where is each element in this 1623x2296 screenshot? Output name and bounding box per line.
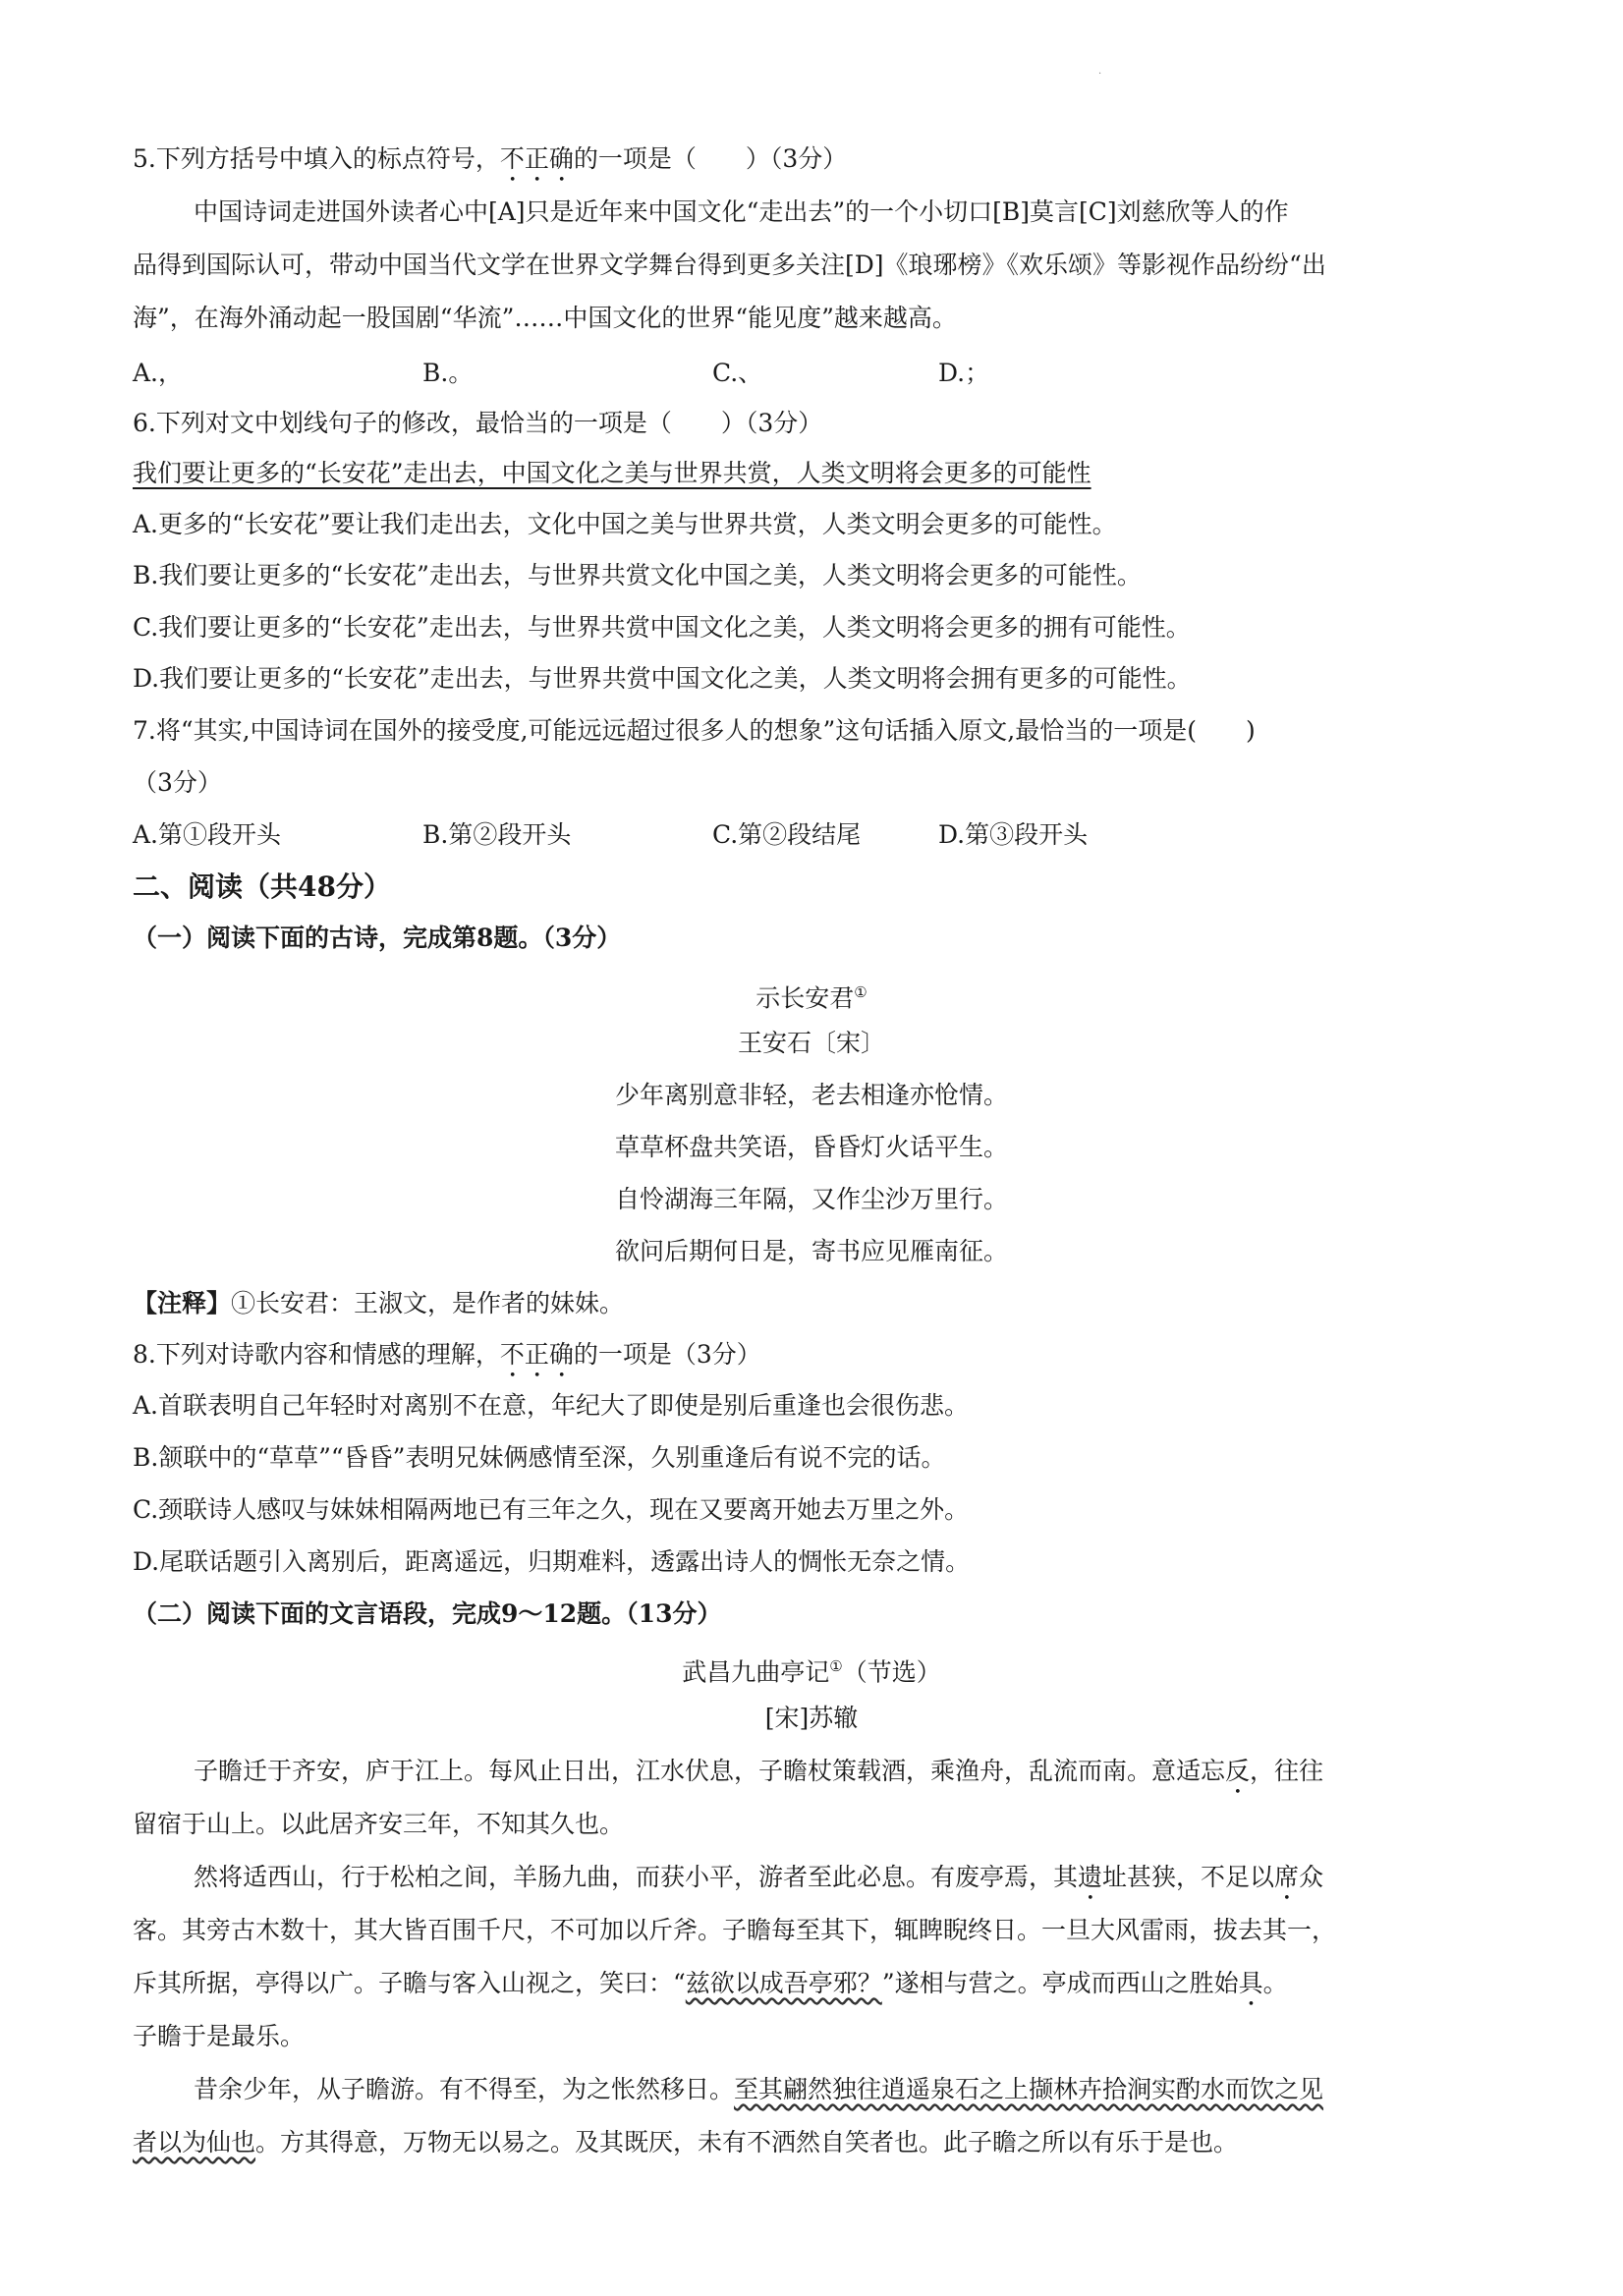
text-span: ，往往: [1250, 1757, 1324, 1785]
note-label: 【注释】: [133, 1289, 232, 1317]
wavy-underlined-text: 兹欲以成吾亭邪？: [685, 1969, 882, 1997]
essay-p3-line2: [133, 2123, 1508, 2162]
q5-stem: [133, 140, 1508, 188]
dotted-char: 具: [1238, 1969, 1263, 1997]
q6-option-d: D.我们要让更多的“长安花”走出去，与世界共赏中国文化之美，人类文明将会拥有更多的可能性。: [133, 664, 1192, 693]
q7-stem: 7.将“其实,中国诗词在国外的接受度,可能远远超过很多人的想象”这句话插入原文,最恰当的一项是( ): [133, 716, 1256, 745]
poem-note: [133, 1284, 1508, 1323]
essay-title-text: 武昌九曲亭记: [682, 1657, 830, 1687]
essay-title: [0, 1647, 1623, 1692]
q7-option-c: C.第②段结尾: [712, 820, 862, 849]
poem-title-text: 示长安君: [756, 983, 855, 1013]
q5-stem-part: 5.下列方括号中填入的标点符号，: [133, 144, 500, 173]
essay-author: [宋]苏辙: [764, 1704, 859, 1732]
poem-title: [0, 973, 1623, 1018]
essay-p3-line1: [194, 2070, 1569, 2109]
text-span: 址甚狭，不足以: [1102, 1863, 1275, 1891]
text-span: ”遂相与营之。亭成而西山之胜始: [881, 1969, 1239, 1997]
essay-title-tail: （节选）: [842, 1657, 941, 1687]
q6-option-c: C.我们要让更多的“长安花”走出去，与世界共赏中国文化之美，人类文明将会更多的拥有可能性。: [133, 613, 1191, 642]
q8-stem: [133, 1335, 1508, 1383]
q7-options: [133, 815, 1508, 855]
poem-line: 自怜湖海三年隔，又作尘沙万里行。: [614, 1185, 1008, 1213]
text-span: 子瞻迁于齐安，庐于江上。每风止日出，江水伏息，子瞻杖策载酒，乘渔舟，乱流而南。意适忘: [194, 1757, 1226, 1785]
q8-option-a: A.首联表明自己年轻时对离别不在意，年纪大了即使是别后重逢也会很伤悲。: [133, 1391, 970, 1420]
q6-stem: 6.下列对文中划线句子的修改，最恰当的一项是（ ）（3分）: [133, 409, 823, 437]
q7-stem-score: （3分）: [133, 768, 222, 797]
text-span: 然将适西山，行于松柏之间，羊肠九曲，而获小平，游者至此必息。有废亭焉，其: [194, 1863, 1079, 1891]
dotted-char: 席: [1274, 1863, 1300, 1891]
q6-underlined-text: 我们要让更多的“长安花”走出去，中国文化之美与世界共赏，人类文明将会更多的可能性: [133, 459, 1091, 487]
essay-p2-line4: 子瞻于是最乐。: [133, 2022, 306, 2050]
q8-emphasis: 不正确: [499, 1340, 574, 1369]
text-span: 。: [1262, 1969, 1288, 1997]
section-2-title: 二、阅读（共48分）: [133, 870, 391, 903]
q7-option-b: B.第②段开头: [422, 820, 572, 849]
q8-option-b: B.颔联中的“草草”“昏昏”表明兄妹俩感情至深，久别重逢后有说不完的话。: [133, 1443, 946, 1472]
q5-emphasis: 不正确: [499, 144, 574, 173]
dotted-char: 反: [1225, 1757, 1251, 1785]
q8-stem-part: 8.下列对诗歌内容和情感的理解，: [133, 1340, 500, 1369]
wavy-underlined-text: 者以为仙也: [133, 2128, 256, 2156]
q6-underlined-sentence: [133, 454, 1508, 493]
essay-p1-line2: 留宿于山上。以此居齐安三年，不知其久也。: [133, 1810, 625, 1838]
q6-option-b: B.我们要让更多的“长安花”走出去，与世界共赏文化中国之美，人类文明将会更多的可能性。: [133, 561, 1142, 589]
text-span: 。方其得意，万物无以易之。及其既厌，未有不洒然自笑者也。此子瞻之所以有乐于是也。: [255, 2128, 1239, 2156]
essay-footnote-mark: ①: [829, 1657, 843, 1675]
text-span: 斥其所据，亭得以广。子瞻与客入山视之，笑曰：“: [133, 1969, 686, 1997]
q5-option-c: C.、: [712, 359, 763, 387]
q5-option-d: D.；: [938, 359, 990, 387]
poem-title-footnote-mark: ①: [854, 983, 867, 1001]
q5-option-a: A.，: [133, 359, 184, 387]
q7-option-d: D.第③段开头: [938, 820, 1089, 849]
q5-text-line: 海”，在海外涌动起一股国剧“华流”……中国文化的世界“能见度”越来越高。: [133, 304, 957, 332]
q5-text-line: 品得到国际认可，带动中国当代文学在世界文学舞台得到更多关注[D]《琅琊榜》《欢乐颂》等影视作品纷纷“出: [133, 251, 1326, 279]
essay-p2-line2: 客。其旁古木数十，其大皆百围千尺，不可加以斤斧。子瞻每至其下，辄睥睨终日。一旦大风雷雨，拔去其一，: [133, 1916, 1337, 1944]
poem-line: 草草杯盘共笑语，昏昏灯火话平生。: [614, 1133, 1008, 1161]
q5-option-b: B.。: [422, 359, 474, 387]
essay-p1-line1: [194, 1752, 1569, 1800]
wavy-underlined-text: 至其翩然独往逍遥泉石之上撷林卉拾涧实酌水而饮之见: [734, 2075, 1324, 2103]
part-1-title: （一）阅读下面的古诗，完成第8题。（3分）: [133, 924, 622, 952]
poem-line: 少年离别意非轻，老去相逢亦怆情。: [614, 1081, 1008, 1109]
q6-option-a: A.更多的“长安花”要让我们走出去，文化中国之美与世界共赏，人类文明会更多的可能性。: [133, 510, 1117, 538]
q8-option-d: D.尾联话题引入离别后，距离遥远，归期难料，透露出诗人的惆怅无奈之情。: [133, 1547, 971, 1576]
essay-p2-line3: [133, 1964, 1508, 2012]
q5-text-line: 中国诗词走进国外读者心中[A]只是近年来中国文化“走出去”的一个小切口[B]莫言[C]刘慈欣等人的作: [194, 197, 1289, 226]
text-span: 众: [1299, 1863, 1324, 1891]
poem-author: 王安石〔宋〕: [737, 1029, 885, 1057]
q5-stem-part: 的一项是（ ）（3分）: [573, 144, 848, 173]
text-span: 昔余少年，从子瞻游。有不得至，为之怅然移日。: [194, 2075, 735, 2103]
q8-option-c: C.颈联诗人感叹与妹妹相隔两地已有三年之久，现在又要离开她去万里之外。: [133, 1495, 970, 1524]
dotted-char: 遗: [1078, 1863, 1103, 1891]
note-text: ①长安君：王淑文，是作者的妹妹。: [231, 1289, 625, 1317]
q8-stem-part: 的一项是（3分）: [573, 1340, 761, 1369]
corner-mark: ·: [1098, 69, 1102, 80]
part-2-title: （二）阅读下面的文言语段，完成9～12题。（13分）: [133, 1599, 722, 1628]
q5-options: [133, 354, 1508, 393]
q7-option-a: A.第①段开头: [133, 820, 282, 849]
poem-line: 欲问后期何日是，寄书应见雁南征。: [614, 1237, 1008, 1265]
essay-p2-line1: [194, 1858, 1569, 1906]
